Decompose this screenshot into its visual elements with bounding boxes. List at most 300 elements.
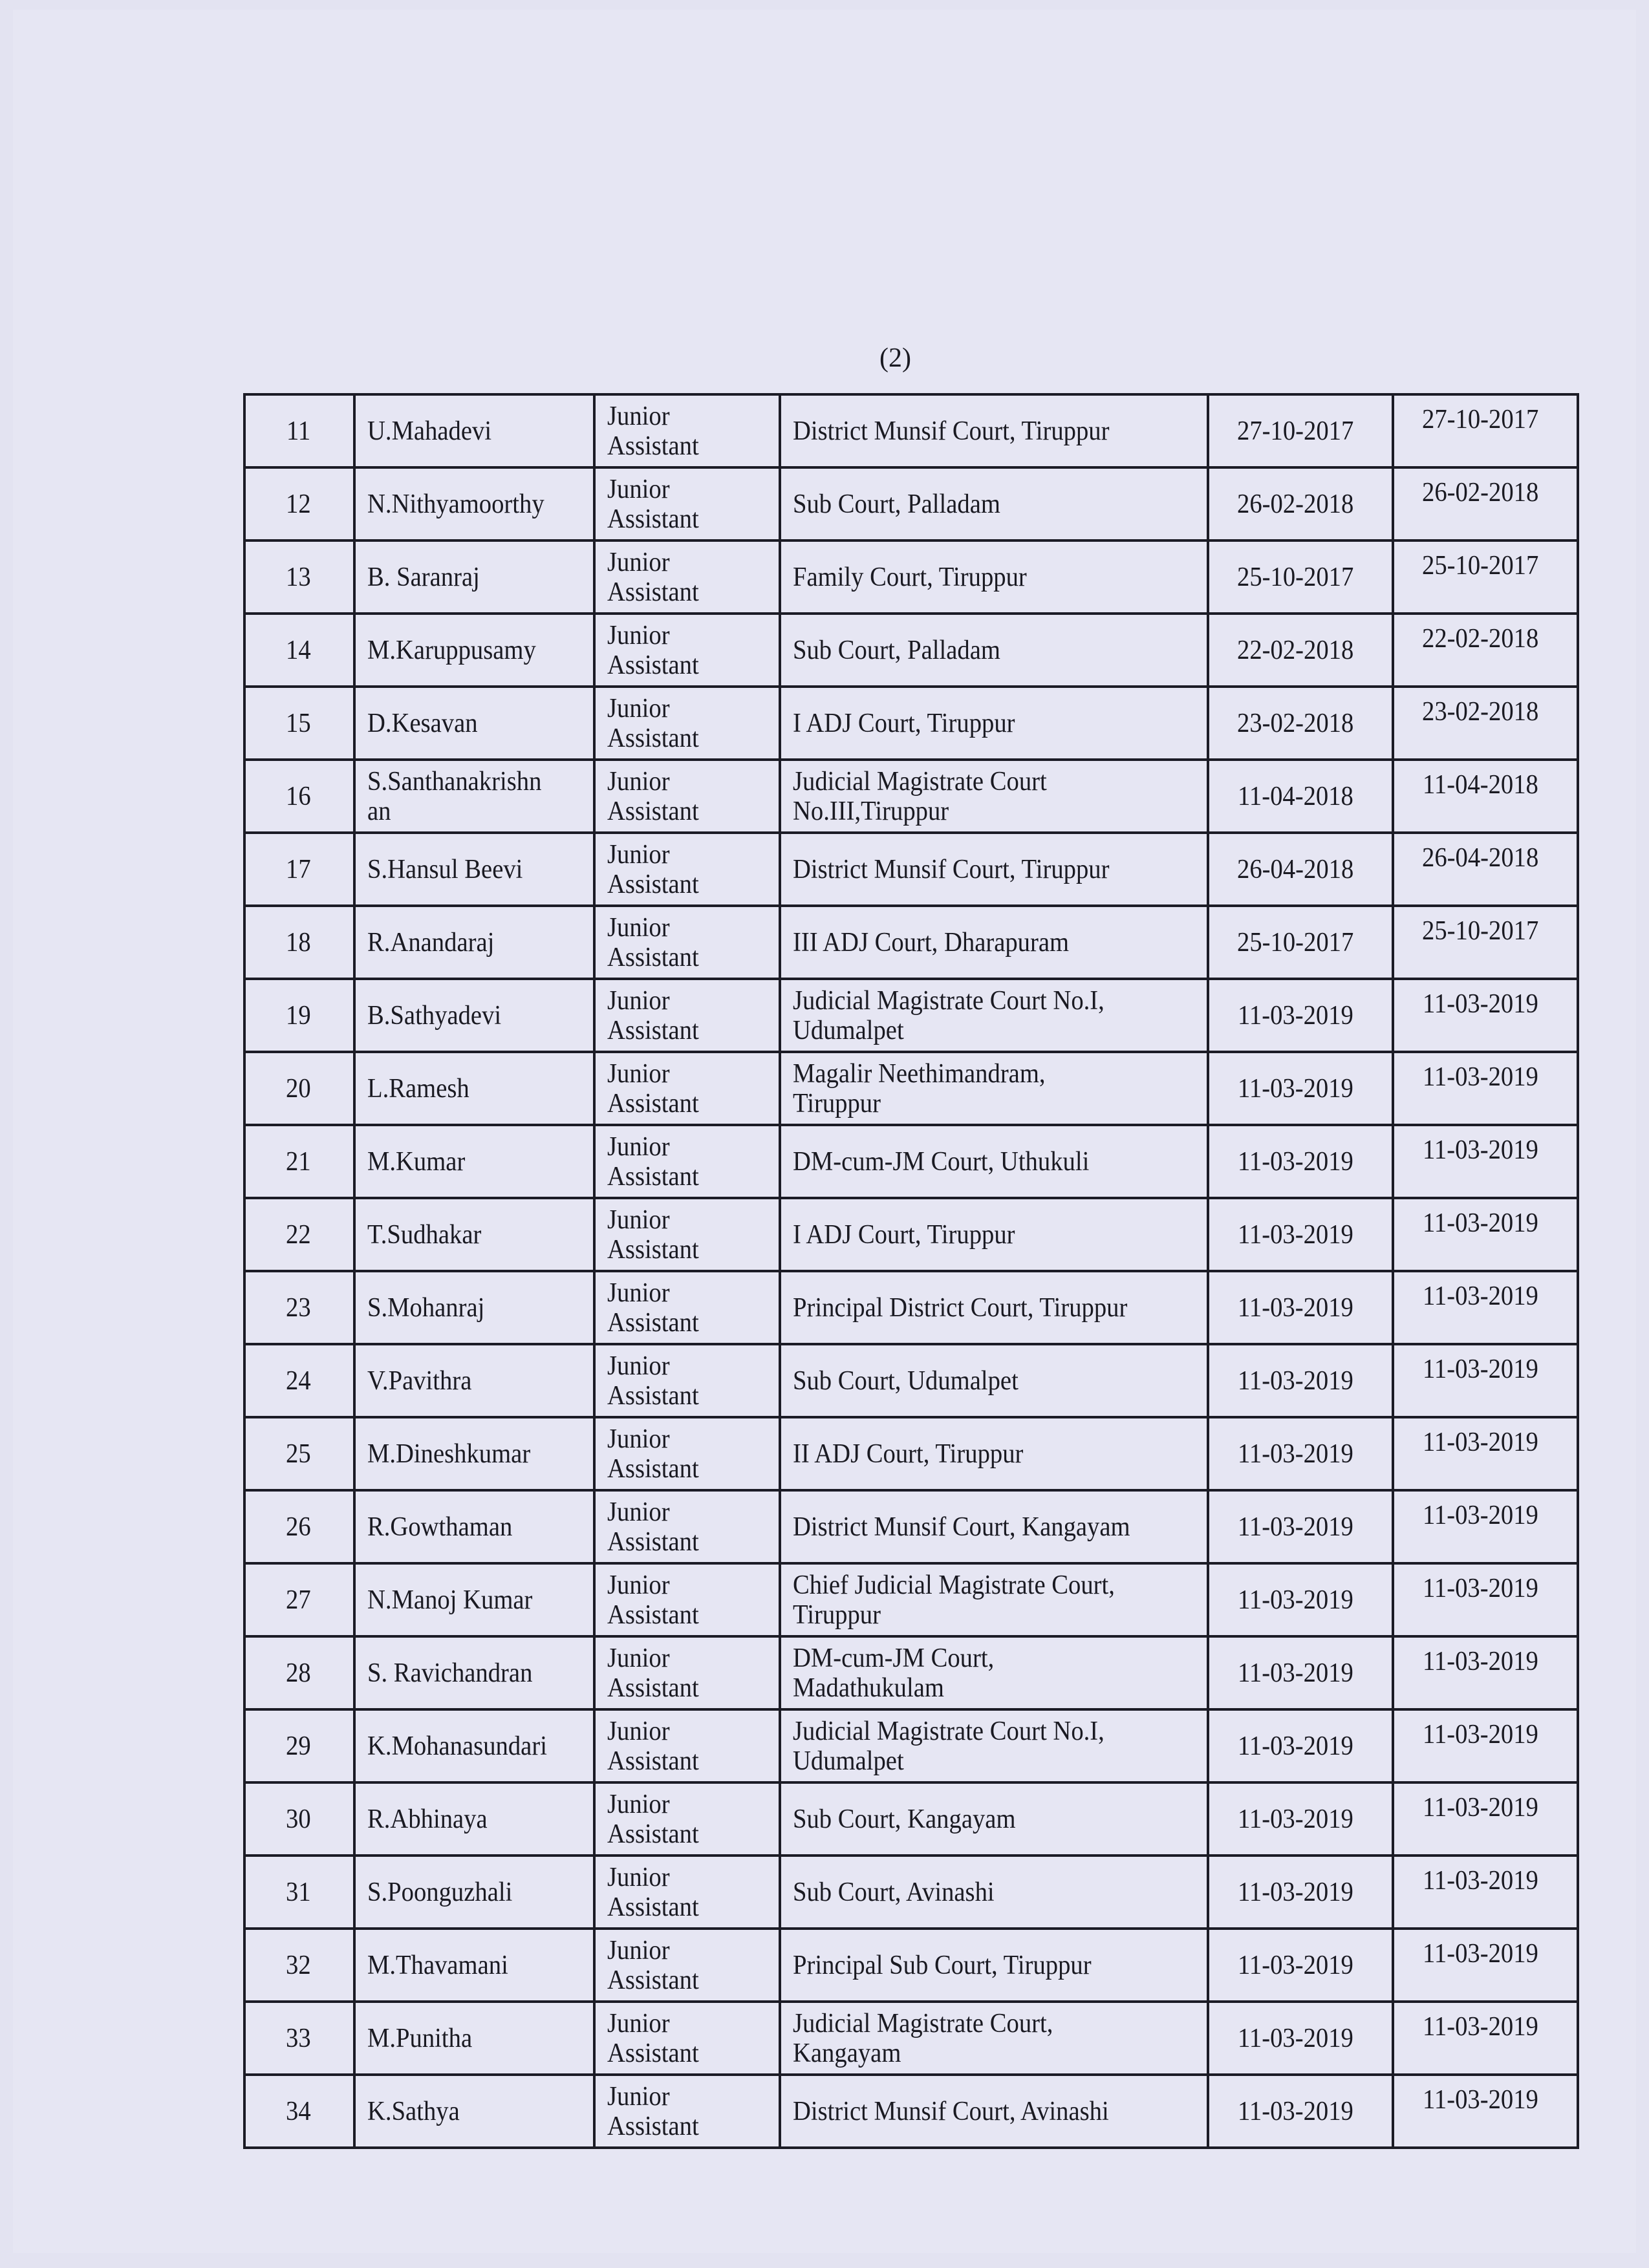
court-name: Judicial Magistrate Court No.III,Tiruppur bbox=[793, 766, 1047, 826]
regularisation-date: 23-02-2018 bbox=[1422, 697, 1539, 727]
serial-number-cell bbox=[244, 2002, 354, 2075]
court-name-cell bbox=[780, 540, 1208, 614]
court-name: District Munsif Court, Tiruppur bbox=[793, 854, 1110, 884]
designation-cell bbox=[594, 394, 780, 467]
employee-name: N.Manoj Kumar bbox=[367, 1585, 533, 1615]
serial-number-cell bbox=[244, 1344, 354, 1417]
court-name: II ADJ Court, Tiruppur bbox=[793, 1439, 1024, 1469]
joining-date-cell bbox=[1208, 1929, 1393, 2002]
serial-number-cell bbox=[244, 979, 354, 1052]
joining-date-cell bbox=[1208, 1417, 1393, 1490]
serial-number-cell bbox=[244, 1052, 354, 1125]
serial-number: 20 bbox=[286, 1073, 311, 1104]
joining-date: 11-03-2019 bbox=[1237, 1073, 1353, 1104]
employee-name-cell bbox=[354, 1709, 594, 1782]
employee-name-cell bbox=[354, 1782, 594, 1856]
joining-date: 11-03-2019 bbox=[1237, 1365, 1353, 1396]
table-row bbox=[244, 833, 1578, 906]
employee-name: L.Ramesh bbox=[367, 1073, 469, 1104]
designation: Junior Assistant bbox=[607, 401, 699, 461]
regularisation-date-cell bbox=[1393, 906, 1578, 979]
court-name-cell bbox=[780, 833, 1208, 906]
serial-number-cell bbox=[244, 760, 354, 833]
regularisation-date: 26-02-2018 bbox=[1422, 478, 1539, 508]
designation: Junior Assistant bbox=[607, 1643, 699, 1703]
designation-cell bbox=[594, 1490, 780, 1563]
court-name-cell bbox=[780, 1709, 1208, 1782]
court-name-cell bbox=[780, 906, 1208, 979]
court-name-cell bbox=[780, 467, 1208, 540]
employee-name-cell bbox=[354, 540, 594, 614]
employee-name-cell bbox=[354, 1052, 594, 1125]
regularisation-date: 11-03-2019 bbox=[1422, 1501, 1538, 1530]
court-name: DM-cum-JM Court, Uthukuli bbox=[793, 1146, 1090, 1177]
table-row bbox=[244, 1709, 1578, 1782]
serial-number: 26 bbox=[286, 1512, 311, 1542]
designation: Junior Assistant bbox=[607, 2008, 699, 2068]
serial-number-cell bbox=[244, 1563, 354, 1636]
employee-name: K.Sathya bbox=[367, 2096, 460, 2126]
serial-number: 34 bbox=[286, 2096, 311, 2126]
regularisation-date-cell bbox=[1393, 1417, 1578, 1490]
joining-date-cell bbox=[1208, 394, 1393, 467]
serial-number-cell bbox=[244, 1125, 354, 1198]
regularisation-date-cell bbox=[1393, 1709, 1578, 1782]
serial-number: 16 bbox=[286, 781, 311, 811]
joining-date: 11-03-2019 bbox=[1237, 1804, 1353, 1834]
serial-number: 32 bbox=[286, 1950, 311, 1980]
joining-date: 26-04-2018 bbox=[1237, 854, 1354, 884]
table-row bbox=[244, 1563, 1578, 1636]
regularisation-date-cell bbox=[1393, 1198, 1578, 1271]
court-name: Judicial Magistrate Court No.I, Udumalpet bbox=[793, 1716, 1105, 1776]
joining-date: 11-03-2019 bbox=[1237, 1439, 1353, 1469]
court-name: Principal District Court, Tiruppur bbox=[793, 1292, 1128, 1323]
serial-number: 19 bbox=[286, 1000, 311, 1031]
regularisation-date-cell bbox=[1393, 1782, 1578, 1856]
court-name-cell bbox=[780, 1125, 1208, 1198]
regularisation-date-cell bbox=[1393, 2002, 1578, 2075]
court-name-cell bbox=[780, 614, 1208, 687]
serial-number-cell bbox=[244, 1417, 354, 1490]
employee-name: M.Thavamani bbox=[367, 1950, 508, 1980]
employee-name: M.Karuppusamy bbox=[367, 635, 536, 665]
court-name-cell bbox=[780, 979, 1208, 1052]
court-name: Judicial Magistrate Court No.I, Udumalpet bbox=[793, 985, 1105, 1045]
court-name: III ADJ Court, Dharapuram bbox=[793, 927, 1070, 957]
employee-name: B. Saranraj bbox=[367, 562, 480, 592]
serial-number: 25 bbox=[286, 1439, 311, 1469]
serial-number: 21 bbox=[286, 1146, 311, 1177]
table-row bbox=[244, 614, 1578, 687]
employee-name: R.Gowthaman bbox=[367, 1512, 513, 1542]
court-name: Family Court, Tiruppur bbox=[793, 562, 1027, 592]
designation-cell bbox=[594, 1271, 780, 1344]
regularisation-date: 11-03-2019 bbox=[1422, 1428, 1538, 1457]
employee-name: S.Hansul Beevi bbox=[367, 854, 523, 884]
serial-number: 27 bbox=[286, 1585, 311, 1615]
joining-date: 11-03-2019 bbox=[1237, 1512, 1353, 1542]
court-name-cell bbox=[780, 1417, 1208, 1490]
designation: Junior Assistant bbox=[607, 693, 699, 753]
employee-name-cell bbox=[354, 1344, 594, 1417]
joining-date-cell bbox=[1208, 1856, 1393, 1929]
designation: Junior Assistant bbox=[607, 766, 699, 826]
regularisation-date-cell bbox=[1393, 1636, 1578, 1709]
table-row bbox=[244, 394, 1578, 467]
staff-table bbox=[243, 393, 1579, 2149]
joining-date: 11-03-2019 bbox=[1237, 1658, 1353, 1688]
serial-number: 15 bbox=[286, 708, 311, 738]
court-name: I ADJ Court, Tiruppur bbox=[793, 1219, 1015, 1250]
serial-number-cell bbox=[244, 833, 354, 906]
court-name-cell bbox=[780, 2002, 1208, 2075]
employee-name: M.Punitha bbox=[367, 2023, 473, 2053]
serial-number: 12 bbox=[286, 489, 311, 519]
designation-cell bbox=[594, 687, 780, 760]
court-name: Magalir Neethimandram, Tiruppur bbox=[793, 1058, 1046, 1118]
court-name-cell bbox=[780, 1198, 1208, 1271]
serial-number-cell bbox=[244, 540, 354, 614]
regularisation-date-cell bbox=[1393, 540, 1578, 614]
joining-date-cell bbox=[1208, 1782, 1393, 1856]
regularisation-date: 11-03-2019 bbox=[1422, 1281, 1538, 1311]
regularisation-date: 27-10-2017 bbox=[1422, 405, 1539, 434]
designation-cell bbox=[594, 2002, 780, 2075]
joining-date: 11-03-2019 bbox=[1237, 1292, 1353, 1323]
employee-name: S. Ravichandran bbox=[367, 1658, 533, 1688]
table-row bbox=[244, 1636, 1578, 1709]
designation-cell bbox=[594, 1709, 780, 1782]
joining-date: 11-03-2019 bbox=[1237, 2023, 1353, 2053]
designation: Junior Assistant bbox=[607, 1716, 699, 1776]
joining-date: 23-02-2018 bbox=[1237, 708, 1354, 738]
designation: Junior Assistant bbox=[607, 547, 699, 607]
employee-name-cell bbox=[354, 394, 594, 467]
designation-cell bbox=[594, 1344, 780, 1417]
designation: Junior Assistant bbox=[607, 839, 699, 899]
court-name: District Munsif Court, Avinashi bbox=[793, 2096, 1109, 2126]
designation-cell bbox=[594, 979, 780, 1052]
court-name: DM-cum-JM Court, Madathukulam bbox=[793, 1643, 995, 1703]
table-row bbox=[244, 2002, 1578, 2075]
designation: Junior Assistant bbox=[607, 1570, 699, 1630]
court-name-cell bbox=[780, 1344, 1208, 1417]
serial-number-cell bbox=[244, 906, 354, 979]
designation-cell bbox=[594, 1856, 780, 1929]
serial-number-cell bbox=[244, 467, 354, 540]
serial-number: 14 bbox=[286, 635, 311, 665]
employee-name-cell bbox=[354, 1271, 594, 1344]
table-row bbox=[244, 1417, 1578, 1490]
designation: Junior Assistant bbox=[607, 1058, 699, 1118]
employee-name-cell bbox=[354, 1417, 594, 1490]
employee-name: M.Dineshkumar bbox=[367, 1439, 531, 1469]
regularisation-date: 11-03-2019 bbox=[1422, 2085, 1538, 2115]
serial-number: 28 bbox=[286, 1658, 311, 1688]
joining-date: 11-03-2019 bbox=[1237, 1146, 1353, 1177]
joining-date-cell bbox=[1208, 1198, 1393, 1271]
designation-cell bbox=[594, 540, 780, 614]
serial-number-cell bbox=[244, 1709, 354, 1782]
designation: Junior Assistant bbox=[607, 2081, 699, 2141]
joining-date-cell bbox=[1208, 1344, 1393, 1417]
employee-name-cell bbox=[354, 1490, 594, 1563]
designation-cell bbox=[594, 906, 780, 979]
serial-number: 29 bbox=[286, 1731, 311, 1761]
serial-number: 18 bbox=[286, 927, 311, 957]
regularisation-date-cell bbox=[1393, 1490, 1578, 1563]
designation: Junior Assistant bbox=[607, 1424, 699, 1484]
regularisation-date: 11-03-2019 bbox=[1422, 989, 1538, 1019]
serial-number-cell bbox=[244, 1856, 354, 1929]
employee-name-cell bbox=[354, 979, 594, 1052]
regularisation-date: 22-02-2018 bbox=[1422, 624, 1539, 654]
regularisation-date: 11-03-2019 bbox=[1422, 1574, 1538, 1603]
joining-date-cell bbox=[1208, 2075, 1393, 2148]
serial-number: 31 bbox=[286, 1877, 311, 1907]
designation-cell bbox=[594, 1052, 780, 1125]
regularisation-date: 25-10-2017 bbox=[1422, 916, 1539, 946]
employee-name: K.Mohanasundari bbox=[367, 1731, 547, 1761]
joining-date: 11-04-2018 bbox=[1237, 781, 1353, 811]
serial-number: 22 bbox=[286, 1219, 311, 1250]
joining-date: 11-03-2019 bbox=[1237, 1950, 1353, 1980]
employee-name-cell bbox=[354, 2075, 594, 2148]
court-name-cell bbox=[780, 687, 1208, 760]
court-name-cell bbox=[780, 1052, 1208, 1125]
court-name-cell bbox=[780, 1636, 1208, 1709]
court-name-cell bbox=[780, 394, 1208, 467]
regularisation-date-cell bbox=[1393, 467, 1578, 540]
court-name: Sub Court, Avinashi bbox=[793, 1877, 995, 1907]
designation-cell bbox=[594, 1929, 780, 2002]
employee-name: B.Sathyadevi bbox=[367, 1000, 502, 1031]
employee-name: S.Poonguzhali bbox=[367, 1877, 513, 1907]
designation: Junior Assistant bbox=[607, 1935, 699, 1995]
court-name-cell bbox=[780, 1929, 1208, 2002]
designation-cell bbox=[594, 1198, 780, 1271]
table-row bbox=[244, 1198, 1578, 1271]
regularisation-date: 11-03-2019 bbox=[1422, 1939, 1538, 1969]
regularisation-date: 11-03-2019 bbox=[1422, 2012, 1538, 2042]
employee-name-cell bbox=[354, 1929, 594, 2002]
designation: Junior Assistant bbox=[607, 1204, 699, 1265]
regularisation-date-cell bbox=[1393, 1052, 1578, 1125]
court-name: Sub Court, Kangayam bbox=[793, 1804, 1016, 1834]
serial-number: 24 bbox=[286, 1365, 311, 1396]
court-name-cell bbox=[780, 1271, 1208, 1344]
regularisation-date: 11-04-2018 bbox=[1422, 770, 1538, 800]
employee-name-cell bbox=[354, 1563, 594, 1636]
regularisation-date-cell bbox=[1393, 394, 1578, 467]
court-name: Sub Court, Palladam bbox=[793, 635, 1000, 665]
regularisation-date-cell bbox=[1393, 1271, 1578, 1344]
employee-name: R.Abhinaya bbox=[367, 1804, 488, 1834]
serial-number: 11 bbox=[286, 416, 310, 446]
joining-date-cell bbox=[1208, 614, 1393, 687]
regularisation-date: 11-03-2019 bbox=[1422, 1135, 1538, 1165]
employee-name-cell bbox=[354, 1856, 594, 1929]
designation-cell bbox=[594, 1636, 780, 1709]
serial-number-cell bbox=[244, 1271, 354, 1344]
table-row bbox=[244, 467, 1578, 540]
regularisation-date: 11-03-2019 bbox=[1422, 1354, 1538, 1384]
employee-name-cell bbox=[354, 906, 594, 979]
joining-date: 11-03-2019 bbox=[1237, 1877, 1353, 1907]
joining-date: 11-03-2019 bbox=[1237, 1219, 1353, 1250]
designation-cell bbox=[594, 614, 780, 687]
employee-name: T.Sudhakar bbox=[367, 1219, 482, 1250]
table-row bbox=[244, 906, 1578, 979]
designation-cell bbox=[594, 1563, 780, 1636]
serial-number: 17 bbox=[286, 854, 311, 884]
joining-date: 25-10-2017 bbox=[1237, 927, 1354, 957]
table-row bbox=[244, 1271, 1578, 1344]
serial-number: 23 bbox=[286, 1292, 311, 1323]
court-name-cell bbox=[780, 1856, 1208, 1929]
table-body bbox=[244, 394, 1578, 2148]
court-name-cell bbox=[780, 760, 1208, 833]
serial-number: 30 bbox=[286, 1804, 311, 1834]
designation: Junior Assistant bbox=[607, 620, 699, 680]
employee-name: R.Anandaraj bbox=[367, 927, 495, 957]
serial-number-cell bbox=[244, 614, 354, 687]
table-row bbox=[244, 1490, 1578, 1563]
table-row bbox=[244, 1344, 1578, 1417]
regularisation-date-cell bbox=[1393, 1563, 1578, 1636]
joining-date-cell bbox=[1208, 2002, 1393, 2075]
table-row bbox=[244, 1782, 1578, 1856]
joining-date-cell bbox=[1208, 906, 1393, 979]
joining-date: 26-02-2018 bbox=[1237, 489, 1354, 519]
joining-date: 11-03-2019 bbox=[1237, 1000, 1353, 1031]
table-row bbox=[244, 687, 1578, 760]
table-row bbox=[244, 1929, 1578, 2002]
serial-number-cell bbox=[244, 394, 354, 467]
joining-date-cell bbox=[1208, 833, 1393, 906]
joining-date-cell bbox=[1208, 1490, 1393, 1563]
regularisation-date: 26-04-2018 bbox=[1422, 843, 1539, 873]
employee-name: S.Mohanraj bbox=[367, 1292, 485, 1323]
court-name: District Munsif Court, Tiruppur bbox=[793, 416, 1110, 446]
table-row bbox=[244, 540, 1578, 614]
serial-number-cell bbox=[244, 1782, 354, 1856]
court-name: Principal Sub Court, Tiruppur bbox=[793, 1950, 1092, 1980]
joining-date-cell bbox=[1208, 760, 1393, 833]
joining-date-cell bbox=[1208, 1563, 1393, 1636]
court-name: I ADJ Court, Tiruppur bbox=[793, 708, 1015, 738]
court-name-cell bbox=[780, 1782, 1208, 1856]
employee-name-cell bbox=[354, 760, 594, 833]
designation-cell bbox=[594, 1125, 780, 1198]
table-row bbox=[244, 2075, 1578, 2148]
regularisation-date-cell bbox=[1393, 1929, 1578, 2002]
regularisation-date-cell bbox=[1393, 2075, 1578, 2148]
joining-date: 22-02-2018 bbox=[1237, 635, 1354, 665]
table-row bbox=[244, 979, 1578, 1052]
serial-number: 13 bbox=[286, 562, 311, 592]
joining-date: 11-03-2019 bbox=[1237, 2096, 1353, 2126]
table-row bbox=[244, 760, 1578, 833]
regularisation-date: 11-03-2019 bbox=[1422, 1720, 1538, 1749]
regularisation-date: 11-03-2019 bbox=[1422, 1647, 1538, 1676]
court-name: Judicial Magistrate Court, Kangayam bbox=[793, 2008, 1053, 2068]
designation-cell bbox=[594, 833, 780, 906]
serial-number: 33 bbox=[286, 2023, 311, 2053]
regularisation-date: 25-10-2017 bbox=[1422, 551, 1539, 581]
employee-name: U.Mahadevi bbox=[367, 416, 492, 446]
serial-number-cell bbox=[244, 2075, 354, 2148]
page-number: (2) bbox=[879, 343, 911, 373]
designation: Junior Assistant bbox=[607, 1131, 699, 1192]
employee-name: S.Santhanakrishn an bbox=[367, 766, 542, 826]
serial-number-cell bbox=[244, 1490, 354, 1563]
serial-number-cell bbox=[244, 1198, 354, 1271]
joining-date: 27-10-2017 bbox=[1237, 416, 1354, 446]
joining-date-cell bbox=[1208, 1271, 1393, 1344]
employee-name-cell bbox=[354, 687, 594, 760]
serial-number-cell bbox=[244, 1636, 354, 1709]
regularisation-date-cell bbox=[1393, 1125, 1578, 1198]
regularisation-date: 11-03-2019 bbox=[1422, 1208, 1538, 1238]
joining-date-cell bbox=[1208, 1636, 1393, 1709]
designation: Junior Assistant bbox=[607, 1278, 699, 1338]
employee-name: N.Nithyamoorthy bbox=[367, 489, 544, 519]
employee-name: V.Pavithra bbox=[367, 1365, 472, 1396]
designation: Junior Assistant bbox=[607, 1789, 699, 1849]
employee-name: D.Kesavan bbox=[367, 708, 478, 738]
employee-name-cell bbox=[354, 1636, 594, 1709]
employee-name: M.Kumar bbox=[367, 1146, 466, 1177]
regularisation-date: 11-03-2019 bbox=[1422, 1062, 1538, 1092]
employee-name-cell bbox=[354, 1125, 594, 1198]
regularisation-date-cell bbox=[1393, 833, 1578, 906]
employee-name-cell bbox=[354, 833, 594, 906]
serial-number-cell bbox=[244, 687, 354, 760]
designation: Junior Assistant bbox=[607, 912, 699, 972]
joining-date-cell bbox=[1208, 1125, 1393, 1198]
joining-date-cell bbox=[1208, 687, 1393, 760]
designation: Junior Assistant bbox=[607, 1862, 699, 1922]
court-name: District Munsif Court, Kangayam bbox=[793, 1512, 1130, 1542]
employee-name-cell bbox=[354, 2002, 594, 2075]
joining-date-cell bbox=[1208, 1052, 1393, 1125]
designation-cell bbox=[594, 1782, 780, 1856]
court-name-cell bbox=[780, 2075, 1208, 2148]
joining-date: 25-10-2017 bbox=[1237, 562, 1354, 592]
regularisation-date-cell bbox=[1393, 687, 1578, 760]
regularisation-date-cell bbox=[1393, 1344, 1578, 1417]
designation: Junior Assistant bbox=[607, 1497, 699, 1557]
regularisation-date: 11-03-2019 bbox=[1422, 1866, 1538, 1896]
joining-date-cell bbox=[1208, 1709, 1393, 1782]
court-name: Chief Judicial Magistrate Court, Tiruppur bbox=[793, 1570, 1115, 1630]
regularisation-date-cell bbox=[1393, 614, 1578, 687]
court-name: Sub Court, Udumalpet bbox=[793, 1365, 1018, 1396]
joining-date-cell bbox=[1208, 979, 1393, 1052]
regularisation-date: 11-03-2019 bbox=[1422, 1793, 1538, 1823]
employee-name-cell bbox=[354, 1198, 594, 1271]
regularisation-date-cell bbox=[1393, 979, 1578, 1052]
regularisation-date-cell bbox=[1393, 1856, 1578, 1929]
employee-name-cell bbox=[354, 614, 594, 687]
table-row bbox=[244, 1125, 1578, 1198]
employee-name-cell bbox=[354, 467, 594, 540]
joining-date-cell bbox=[1208, 467, 1393, 540]
serial-number-cell bbox=[244, 1929, 354, 2002]
court-name-cell bbox=[780, 1563, 1208, 1636]
